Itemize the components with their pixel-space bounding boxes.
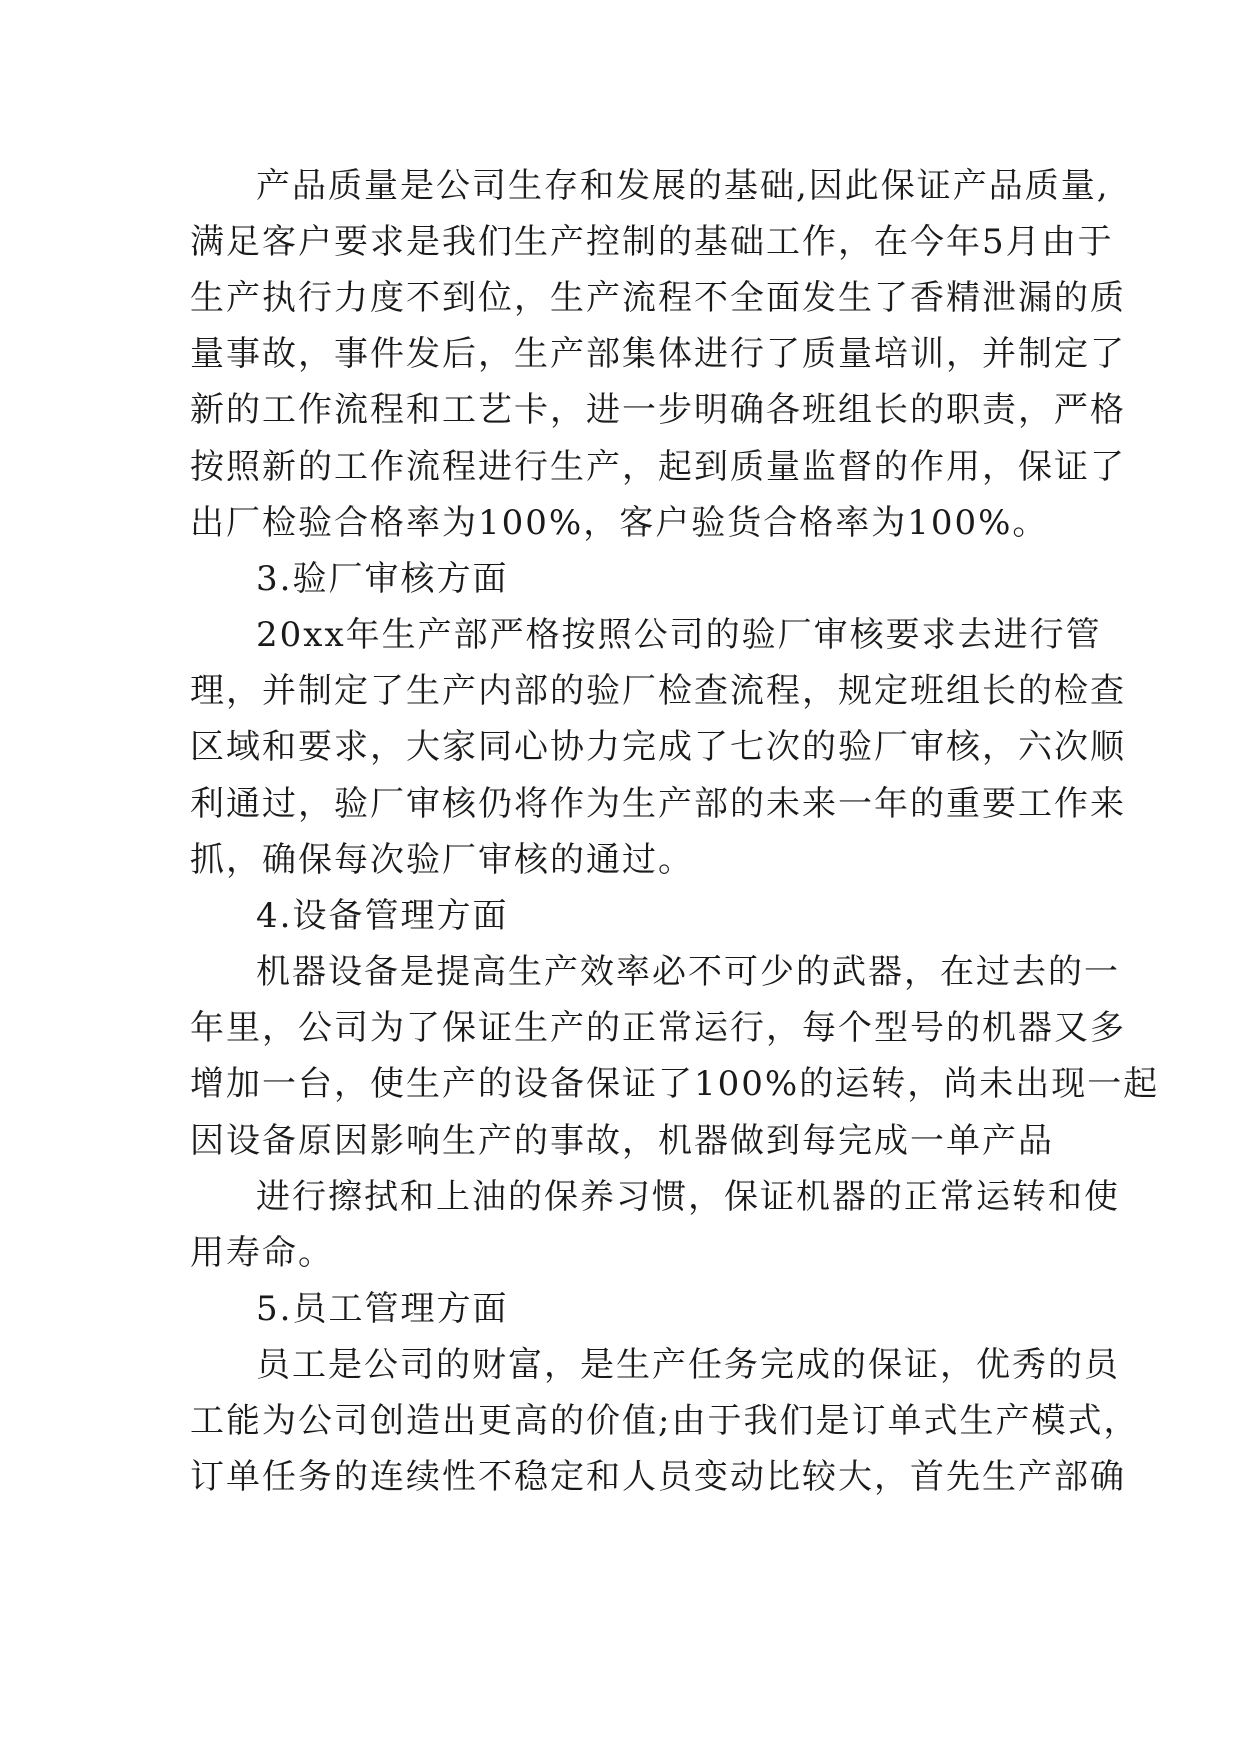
paragraph-line: 抓，确保每次验厂审核的通过。: [190, 840, 694, 880]
section-heading: 3.验厂审核方面: [256, 559, 509, 599]
paragraph-line: 机器设备是提高生产效率必不可少的武器，在过去的一: [256, 952, 1120, 992]
paragraph-line: 新的工作流程和工艺卡，进一步明确各班组长的职责，严格: [190, 390, 1126, 430]
paragraph-line: 理，并制定了生产内部的验厂检查流程，规定班组长的检查: [190, 671, 1126, 711]
paragraph-line: 利通过，验厂审核仍将作为生产部的未来一年的重要工作来: [190, 784, 1126, 824]
paragraph-line: 员工是公司的财富，是生产任务完成的保证，优秀的员: [256, 1345, 1120, 1385]
paragraph-line: 进行擦拭和上油的保养习惯，保证机器的正常运转和使: [256, 1177, 1120, 1217]
paragraph-line: 满足客户要求是我们生产控制的基础工作，在今年5月由于: [190, 222, 1114, 262]
paragraph-line: 按照新的工作流程进行生产，起到质量监督的作用，保证了: [190, 447, 1126, 487]
paragraph-line: 生产执行力度不到位，生产流程不全面发生了香精泄漏的质: [190, 278, 1126, 318]
section-heading: 4.设备管理方面: [256, 896, 509, 936]
section-heading: 5.员工管理方面: [256, 1289, 509, 1329]
paragraph-line: 用寿命。: [190, 1233, 334, 1273]
paragraph-line: 增加一台，使生产的设备保证了100%的运转，尚未出现一起: [190, 1064, 1160, 1104]
paragraph-line: 量事故，事件发后，生产部集体进行了质量培训，并制定了: [190, 334, 1126, 374]
paragraph-line: 工能为公司创造出更高的价值;由于我们是订单式生产模式，: [190, 1401, 1140, 1441]
paragraph-line: 产品质量是公司生存和发展的基础,因此保证产品质量,: [256, 166, 1110, 206]
paragraph-line: 年里，公司为了保证生产的正常运行，每个型号的机器又多: [190, 1008, 1126, 1048]
paragraph-line: 20xx年生产部严格按照公司的验厂审核要求去进行管: [256, 615, 1102, 655]
paragraph-line: 区域和要求，大家同心协力完成了七次的验厂审核，六次顺: [190, 727, 1126, 767]
paragraph-line: 订单任务的连续性不稳定和人员变动比较大，首先生产部确: [190, 1457, 1126, 1497]
paragraph-line: 因设备原因影响生产的事故，机器做到每完成一单产品: [190, 1121, 1054, 1161]
paragraph-line: 出厂检验合格率为100%，客户验货合格率为100%。: [190, 503, 1049, 543]
